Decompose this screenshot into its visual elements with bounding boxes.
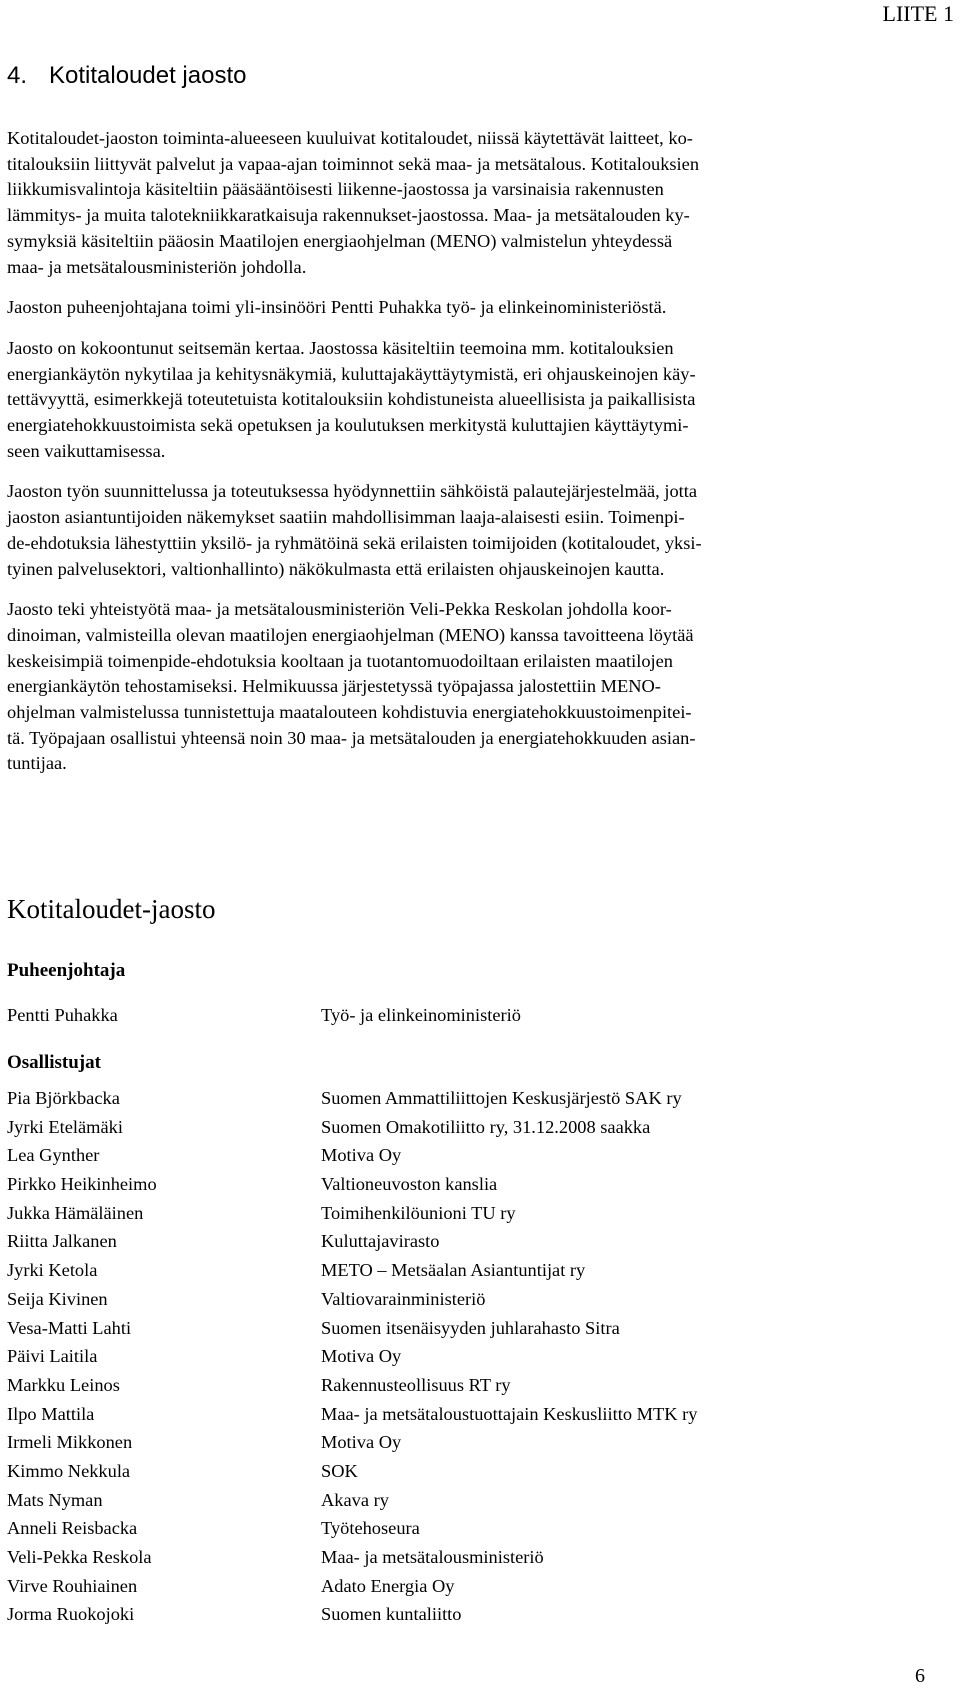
member-row [7,1486,947,1515]
member-row [7,1342,947,1371]
member-name: Pirkko Heikinheimo [7,1174,157,1195]
section-number: 4. [7,62,28,89]
member-row [7,1457,947,1486]
member-row [7,1256,947,1285]
member-org: Valtioneuvoston kanslia [321,1174,498,1195]
chair-name: Pentti Puhakka [7,1005,118,1025]
chair-org: Työ- ja elinkeinoministeriö [321,1005,521,1025]
member-name: Jukka Hämäläinen [7,1202,144,1223]
member-name: Markku Leinos [7,1374,120,1395]
members-label: Osallistujat [7,1052,101,1073]
paragraph-scope: Kotitaloudet-jaoston toiminta-alueeseen kuuluivat kotitaloudet, niissä käytettävät laitteet, ko- titalouksiin liittyvät palvelut ja vapaa-ajan toiminnot sekä maa- ja metsätalous. Kotitalouksien liikkumisvalintoja käsiteltiin pääsääntöisesti liikenne-jaostossa ja varsinaisia rakennusten lämmitys- ja muita talotekniikkaratkaisuja rakennukset-jaostossa. Maa- ja metsätalouden ky- symyksiä käsiteltiin pääosin Maatilojen energiaohjelman (MENO) valmistelun yhteydessä maa- ja metsätalousministeriön johdolla. [7,128,700,277]
member-name: Pia Björkbacka [7,1088,120,1108]
member-name: Jyrki Etelämäki [7,1116,123,1137]
member-org: Motiva Oy [321,1346,402,1367]
section-heading [7,62,246,90]
member-org: Maa- ja metsätaloustuottajain Keskusliitto MTK ry [321,1403,698,1424]
member-row [7,1227,947,1256]
member-org: Toimihenkilöunioni TU ry [321,1202,516,1223]
member-name: Irmeli Mikkonen [7,1432,133,1453]
member-row [7,1572,947,1601]
member-name: Päivi Laitila [7,1346,98,1367]
paragraph-chair: Jaoston puheenjohtajana toimi yli-insinööri Pentti Puhakka työ- ja elinkeinoministeriöstä. [7,297,667,318]
member-org: Suomen Ammattiliittojen Keskusjärjestö SAK ry [321,1088,682,1108]
member-row [7,1371,947,1400]
member-org: Adato Energia Oy [321,1575,455,1596]
member-name: Anneli Reisbacka [7,1518,138,1539]
appendix-label: LIITE 1 [882,1,954,26]
member-name: Veli-Pekka Reskola [7,1547,152,1567]
chair-label: Puheenjohtaja [7,960,126,981]
member-name: Virve Rouhiainen [7,1575,138,1596]
member-org: Akava ry [321,1489,389,1510]
member-row [7,1141,947,1170]
member-org: Työtehoseura [321,1518,420,1539]
member-row [7,1170,947,1199]
member-row [7,1514,947,1543]
member-name: Lea Gynther [7,1145,100,1166]
member-org: Motiva Oy [321,1145,402,1166]
paragraph-meetings: Jaosto on kokoontunut seitsemän kertaa. Jaostossa käsiteltiin teemoina mm. kotitalouksien energiankäytön nykytilaa ja kehitysnäkymiä, kuluttajakäyttäytymistä, eri ohjauskeinojen käy- tettävyyttä, esimerkkejä toteutetuista kotitalouksiin kohdistuneista alueellisista ja paikallisista energiatehokkuustoimista sekä opetuksen ja koulutuksen merkitystä kuluttajien käyttäytymi- seen vaikuttamisessa. [7,337,696,461]
section-title: Kotitaloudet jaosto [49,62,247,89]
member-row [7,1428,947,1457]
member-org: Maa- ja metsätalousministeriö [321,1547,544,1567]
member-org: Rakennusteollisuus RT ry [321,1374,511,1395]
member-org: SOK [321,1460,358,1481]
member-name: Vesa-Matti Lahti [7,1317,132,1338]
member-row [7,1285,947,1314]
member-row [7,1199,947,1228]
page-number: 6 [915,1665,925,1687]
member-name: Riitta Jalkanen [7,1231,117,1252]
member-row [7,1113,947,1142]
member-org: Suomen itsenäisyyden juhlarahasto Sitra [321,1317,620,1338]
member-org: Kuluttajavirasto [321,1231,440,1252]
member-org: Suomen Omakotiliitto ry, 31.12.2008 saakka [321,1116,651,1137]
member-row [7,1314,947,1343]
member-name: Jorma Ruokojoki [7,1604,135,1625]
member-name: Seija Kivinen [7,1288,108,1309]
member-org: METO – Metsäalan Asiantuntijat ry [321,1260,586,1281]
member-org: Suomen kuntaliitto [321,1604,462,1625]
member-row [7,1400,947,1429]
member-row [7,1084,947,1113]
paragraph-methods: Jaoston työn suunnittelussa ja toteutuksessa hyödynnettiin sähköistä palautejärjestelmää, jotta jaoston asiantuntijoiden näkemykset saatiin mahdollisimman laaja-alaisesti esiin. Toimenpi- de-ehdotuksia lähestyttiin yksilö- ja ryhmätöinä sekä erilaisten toimijoiden (kotitaloudet, yksi- tyinen palvelusektori, valtionhallinto) näkökulmasta että erilaisten ohjauskeinojen kautta. [7,481,702,579]
body-text [7,126,947,792]
member-org: Motiva Oy [321,1432,402,1453]
members-list [7,1084,947,1629]
member-name: Jyrki Ketola [7,1260,98,1281]
member-name: Mats Nyman [7,1489,103,1510]
member-name: Ilpo Mattila [7,1403,95,1424]
member-name: Kimmo Nekkula [7,1460,131,1481]
member-org: Valtiovarainministeriö [321,1288,486,1309]
roster-title: Kotitaloudet-jaosto [7,894,216,924]
paragraph-cooperation: Jaosto teki yhteistyötä maa- ja metsätalousministeriön Veli-Pekka Reskolan johdolla koor- dinoiman, valmisteilla olevan maatilojen energiaohjelman (MENO) kanssa tavoitteena löytää keskeisimpiä toimenpide-ehdotuksia kooltaan ja tuotantomuodoiltaan erilaisten maatilojen energiankäytön tehostamiseksi. Helmikuussa järjestetyssä työpajassa jalostettiin MENO- ohjelman valmistelussa tunnistettuja maatalouteen kohdistuvia energiatehokkuustoimenpitei- tä. Työpajaan osallistui yhteensä noin 30 maa- ja metsätalouden ja energiatehokkuuden asian- tuntijaa. [7,599,696,774]
member-row [7,1600,947,1629]
chair-row [7,1001,947,1030]
member-row [7,1543,947,1572]
